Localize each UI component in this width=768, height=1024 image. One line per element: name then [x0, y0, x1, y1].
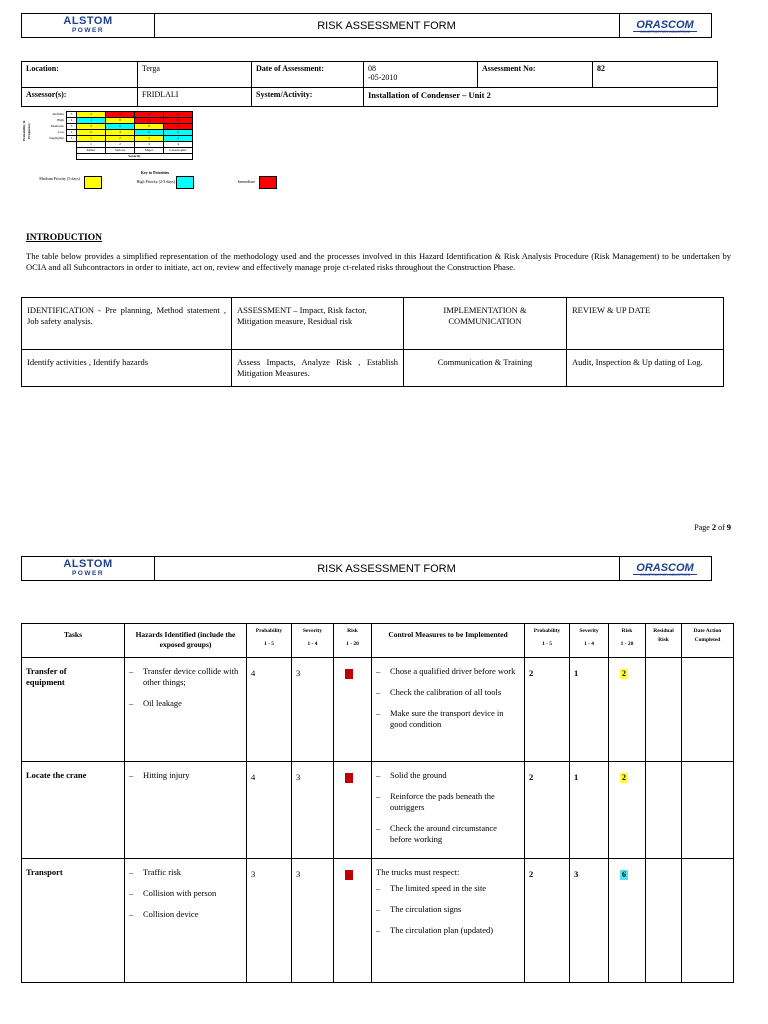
severity-after-cell: 3 — [570, 859, 609, 983]
matrix-cell: 4 — [164, 136, 193, 142]
form-header-second — [21, 556, 712, 581]
alstom-logo-text: ALSTOM — [63, 558, 113, 570]
risk-assessment-table — [21, 623, 734, 983]
severity-after-cell: 1 — [570, 658, 609, 762]
form-title: RISK ASSESSMENT FORM — [154, 14, 620, 37]
key-medium-label: Medium Priority (5 days) — [39, 176, 80, 181]
col-severity: Severity 1 - 4 — [292, 624, 334, 658]
date-completed-cell — [682, 762, 734, 859]
matrix-col-number: 1 — [77, 142, 106, 148]
risk-after-cell — [609, 859, 646, 983]
date-value-line1: 08 — [368, 64, 376, 73]
col-tasks: Tasks — [22, 624, 125, 658]
hazard-item: – Transfer device collide with other things; — [129, 666, 242, 688]
col-residual-risk: Residual Risk — [646, 624, 682, 658]
risk-value: 9 — [347, 870, 351, 879]
matrix-cell: 16 — [164, 118, 193, 124]
control-item: – The circulation signs — [376, 904, 520, 915]
col-probability-after: Probability 1 - 5 — [525, 624, 570, 658]
residual-risk-cell — [646, 762, 682, 859]
assessment-info-table — [21, 61, 718, 107]
task-cell — [22, 762, 125, 859]
orascom-logo — [619, 557, 711, 580]
matrix-col-label: Minor — [77, 148, 106, 154]
phase-implementation-detail: Communication & Training — [404, 350, 567, 387]
matrix-row-label: Negligible — [49, 136, 64, 140]
risk-after-value: 6 — [622, 870, 626, 879]
matrix-cell: 2 — [106, 136, 135, 142]
controls-cell — [372, 859, 525, 983]
phase-review-detail: Audit, Inspection & Up dating of Log. — [567, 350, 724, 387]
control-item: – Check the calibration of all tools — [376, 687, 520, 698]
matrix-cell: 3 — [77, 124, 106, 130]
alstom-logo-subtext: POWER — [71, 570, 105, 577]
assessment-no-value: 82 — [593, 62, 718, 88]
introduction-heading: INTRODUCTION — [26, 233, 103, 243]
matrix-cell: 8 — [106, 118, 135, 124]
orascom-logo-text: ORASCOM — [636, 19, 694, 31]
probability-cell: 4 — [247, 762, 292, 859]
matrix-row-label: High — [57, 118, 64, 122]
matrix-row-number: 3 — [67, 124, 77, 130]
task-cell — [22, 859, 125, 983]
hazards-cell — [125, 859, 247, 983]
col-severity-after: Severity 1 - 4 — [570, 624, 609, 658]
matrix-col-label: Major — [135, 148, 164, 154]
matrix-cell: 10 — [106, 112, 135, 118]
alstom-logo — [22, 14, 155, 37]
matrix-cell: 4 — [106, 130, 135, 136]
probability-cell: 3 — [247, 859, 292, 983]
matrix-cell: 6 — [106, 124, 135, 130]
form-title: RISK ASSESSMENT FORM — [154, 557, 620, 580]
risk-matrix — [34, 111, 193, 160]
risk-value: 12 — [345, 773, 353, 782]
matrix-row-number: 4 — [67, 118, 77, 124]
matrix-cell: 2 — [77, 130, 106, 136]
task-cell — [22, 658, 125, 762]
phase-assessment-detail: Assess Impacts, Analyze Risk , Establish Mitigation Measures. — [232, 350, 404, 387]
assessor-label: Assessor(s): — [22, 88, 138, 107]
matrix-cell: 1 — [77, 136, 106, 142]
matrix-col-number: 3 — [135, 142, 164, 148]
orascom-logo — [619, 14, 711, 37]
control-item: – Check the around circumstance before working — [376, 823, 520, 845]
control-item: – Chose a qualified driver before work — [376, 666, 520, 677]
risk-after-value: 2 — [622, 773, 626, 782]
controls-cell — [372, 658, 525, 762]
matrix-row-label: Low — [57, 130, 64, 134]
matrix-row-label: Definite — [52, 112, 64, 116]
control-intro: The trucks must respect: — [376, 867, 460, 877]
methodology-table — [21, 297, 724, 387]
risk-value: 12 — [345, 669, 353, 678]
page-total: 9 — [726, 522, 731, 532]
location-value: Terga — [138, 62, 252, 88]
controls-cell — [372, 762, 525, 859]
form-header-top — [21, 13, 712, 38]
probability-cell: 4 — [247, 658, 292, 762]
matrix-col-number: 2 — [106, 142, 135, 148]
matrix-cell: 20 — [164, 112, 193, 118]
matrix-cell: 6 — [135, 130, 164, 136]
page-current: 2 — [711, 522, 717, 532]
col-probability: Probability 1 - 5 — [247, 624, 292, 658]
probability-after-cell: 2 — [525, 762, 570, 859]
key-immediate-label: Immediate — [237, 179, 255, 184]
phase-identification-header: IDENTIFICATION - Pre planning, Method statement , Job safety analysis. — [22, 298, 232, 350]
residual-risk-cell — [646, 658, 682, 762]
hazards-cell — [125, 762, 247, 859]
table-row — [22, 859, 734, 983]
residual-risk-cell — [646, 859, 682, 983]
hazard-item: – Oil leakage — [129, 698, 242, 709]
severity-cell: 3 — [292, 658, 334, 762]
page-of: of — [718, 523, 725, 532]
matrix-row-number: 2 — [67, 130, 77, 136]
phase-implementation-header: IMPLEMENTATION & COMMUNICATION — [404, 298, 567, 350]
severity-after-cell: 1 — [570, 762, 609, 859]
date-value-line2: -05-2010 — [368, 73, 398, 82]
matrix-col-number: 4 — [164, 142, 193, 148]
matrix-row-number: 1 — [67, 136, 77, 142]
table-row — [22, 762, 734, 859]
task-name: Transfer of — [26, 666, 67, 676]
introduction-text: The table below provides a simplified representation of the methodology used and the processes involved in this Hazard Identification & Risk Analysis Procedure (Risk Management) to be undertaken by OCIA and all Subcontractors in order to initiate, act on, review and effectively manage proje ct-related risks throughout the Construction Phase. — [26, 251, 731, 272]
control-item: – The circulation plan (updated) — [376, 925, 520, 936]
page-prefix: Page — [694, 523, 710, 532]
severity-cell: 3 — [292, 859, 334, 983]
control-item: – Reinforce the pads beneath the outriggers — [376, 791, 520, 813]
matrix-side-label: Probability & Frequency — [22, 120, 31, 142]
key-high-swatch — [176, 176, 194, 189]
page-number — [694, 522, 731, 532]
date-completed-cell — [682, 658, 734, 762]
system-label: System/Activity: — [252, 88, 364, 107]
probability-after-cell: 2 — [525, 859, 570, 983]
col-risk-after: Risk 1 - 20 — [609, 624, 646, 658]
matrix-cell: 9 — [135, 124, 164, 130]
orascom-logo-subtext: CONSTRUCTION INDUSTRIES — [639, 573, 691, 577]
key-title: Key to Priorities — [140, 170, 170, 175]
severity-cell: 3 — [292, 762, 334, 859]
alstom-logo-subtext: POWER — [71, 27, 105, 34]
matrix-cell: 12 — [164, 124, 193, 130]
hazards-cell — [125, 658, 247, 762]
date-label: Date of Assessment: — [252, 62, 364, 88]
col-hazards: Hazards Identified (include the exposed groups) — [125, 624, 247, 658]
risk-after-value: 2 — [622, 669, 626, 678]
orascom-logo-subtext: CONSTRUCTION INDUSTRIES — [639, 30, 691, 34]
hazard-item: – Collision with person — [129, 888, 242, 899]
risk-cell — [334, 762, 372, 859]
hazard-item: – Collision device — [129, 909, 242, 920]
task-name: Locate the crane — [26, 770, 87, 780]
phase-review-header: REVIEW & UP DATE — [567, 298, 724, 350]
table-row — [22, 658, 734, 762]
matrix-row-number: 5 — [67, 112, 77, 118]
matrix-cell: 4 — [77, 118, 106, 124]
assessment-no-label: Assessment No: — [478, 62, 593, 88]
col-date-action-completed: Date Action Completed — [682, 624, 734, 658]
risk-cell — [334, 658, 372, 762]
task-name: Transport — [26, 867, 63, 877]
matrix-row-label: Moderate — [50, 124, 64, 128]
system-value: Installation of Condenser – Unit 2 — [364, 88, 718, 107]
matrix-severity-label: Severity — [77, 154, 193, 160]
key-high-label: High Priority (2-3 days) — [136, 179, 175, 184]
probability-after-cell: 2 — [525, 658, 570, 762]
task-name-cont: equipment — [26, 677, 65, 687]
risk-cell — [334, 859, 372, 983]
col-risk: Risk 1 - 20 — [334, 624, 372, 658]
risk-after-cell — [609, 762, 646, 859]
control-item: – Solid the ground — [376, 770, 520, 781]
matrix-cell: 15 — [135, 112, 164, 118]
control-item: – The limited speed in the site — [376, 883, 520, 894]
hazard-item: – Hitting injury — [129, 770, 242, 781]
key-immediate-swatch — [259, 176, 277, 189]
alstom-logo — [22, 557, 155, 580]
orascom-logo-text: ORASCOM — [636, 562, 694, 574]
phase-assessment-header: ASSESSMENT – Impact, Risk factor, Mitigation measure, Residual risk — [232, 298, 404, 350]
date-value — [364, 62, 478, 88]
matrix-cell: 3 — [135, 136, 164, 142]
key-medium-swatch — [84, 176, 102, 189]
hazard-item: – Traffic risk — [129, 867, 242, 878]
date-completed-cell — [682, 859, 734, 983]
matrix-cell: 5 — [77, 112, 106, 118]
alstom-logo-text: ALSTOM — [63, 15, 113, 27]
assessor-value: FRIDLALI — [138, 88, 252, 107]
col-control-measures: Control Measures to be Implemented — [372, 624, 525, 658]
matrix-col-label: Serious — [106, 148, 135, 154]
control-item: – Make sure the transport device in good condition — [376, 708, 520, 730]
matrix-cell: 12 — [135, 118, 164, 124]
phase-identification-detail: Identify activities , Identify hazards — [22, 350, 232, 387]
risk-after-cell — [609, 658, 646, 762]
matrix-cell: 8 — [164, 130, 193, 136]
location-label: Location: — [22, 62, 138, 88]
matrix-col-label: Catastrophic — [164, 148, 193, 154]
